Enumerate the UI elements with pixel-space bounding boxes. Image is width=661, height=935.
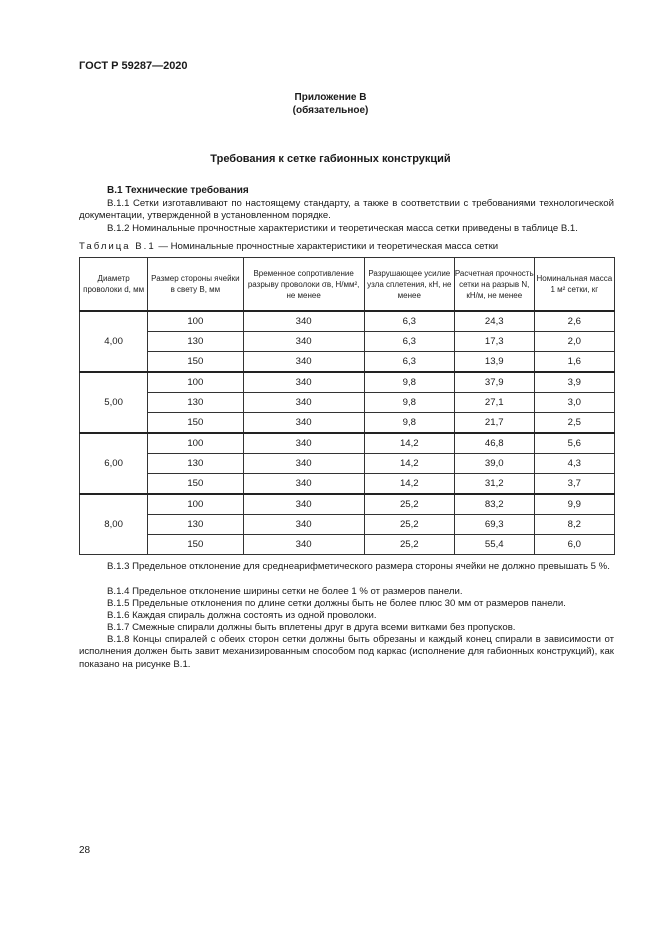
cell-mass: 5,6 <box>534 433 614 454</box>
table-row <box>80 311 615 332</box>
cell-diameter: 5,00 <box>80 372 148 433</box>
cell-size: 150 <box>148 413 243 434</box>
page-title: Требования к сетке габионных конструкций <box>210 153 451 165</box>
paragraph-b17 <box>79 622 614 634</box>
cell-diameter: 8,00 <box>80 494 148 555</box>
appendix-title: Приложение В <box>294 92 367 103</box>
cell-strength: 69,3 <box>454 515 534 535</box>
cell-mass: 1,6 <box>534 352 614 373</box>
cell-force: 14,2 <box>364 433 454 454</box>
table-header-row <box>80 258 615 312</box>
cell-force: 6,3 <box>364 332 454 352</box>
cell-strength: 24,3 <box>454 311 534 332</box>
paragraph-text: В.1.7 Смежные спирали должны быть вплетены друг в друга всеми витками без пропусков. <box>107 622 516 633</box>
table-caption-prefix: Таблица В.1 <box>79 241 156 252</box>
paragraph-text: В.1.8 Концы спиралей с обеих сторон сетки должны быть обрезаны и каждый конец спирали в зависимости от исполнения должен быть завит механизированным способом под каркас (исполнение для габионных конструкций), как показано на рисунке В.1. <box>79 634 614 670</box>
cell-size: 130 <box>148 515 243 535</box>
header-node-force: Разрушающее усилие узла сплетения, кН, не менее <box>364 258 454 312</box>
cell-force: 6,3 <box>364 311 454 332</box>
cell-sigma: 340 <box>243 372 364 393</box>
table-row <box>80 332 615 352</box>
cell-sigma: 340 <box>243 311 364 332</box>
cell-mass: 2,5 <box>534 413 614 434</box>
page-number: 28 <box>79 845 91 856</box>
cell-size: 150 <box>148 535 243 555</box>
table-row <box>80 515 615 535</box>
cell-sigma: 340 <box>243 494 364 515</box>
header-diameter: Диаметр проволоки d, мм <box>80 258 148 312</box>
cell-strength: 17,3 <box>454 332 534 352</box>
cell-strength: 83,2 <box>454 494 534 515</box>
cell-force: 14,2 <box>364 474 454 495</box>
cell-strength: 13,9 <box>454 352 534 373</box>
paragraph-text: В.1.3 Предельное отклонение для среднеарифметического размера стороны ячейки не должно превышать 5 %. <box>107 561 610 572</box>
cell-mass: 2,6 <box>534 311 614 332</box>
cell-force: 25,2 <box>364 535 454 555</box>
data-table <box>79 257 615 555</box>
cell-force: 6,3 <box>364 352 454 373</box>
document-code: ГОСТ Р 59287—2020 <box>79 60 188 72</box>
cell-force: 14,2 <box>364 454 454 474</box>
cell-mass: 3,7 <box>534 474 614 495</box>
header-cell-size: Размер стороны ячейки в свету B, мм <box>148 258 243 312</box>
cell-mass: 3,0 <box>534 393 614 413</box>
paragraph-text: В.1.6 Каждая спираль должна состоять из одной проволоки. <box>107 610 377 621</box>
table-row <box>80 494 615 515</box>
table-row <box>80 372 615 393</box>
cell-size: 100 <box>148 311 243 332</box>
table-row <box>80 474 615 495</box>
table-caption <box>79 241 498 252</box>
paragraph-text: В.1.2 Номинальные прочностные характеристики и теоретическая масса сетки приведены в таблице В.1. <box>107 223 578 234</box>
cell-mass: 6,0 <box>534 535 614 555</box>
paragraph-b12 <box>79 223 614 235</box>
cell-size: 150 <box>148 352 243 373</box>
section-heading: В.1 Технические требования <box>107 185 249 196</box>
paragraph-b11 <box>79 198 614 223</box>
cell-sigma: 340 <box>243 352 364 373</box>
cell-force: 9,8 <box>364 413 454 434</box>
cell-sigma: 340 <box>243 535 364 555</box>
cell-mass: 8,2 <box>534 515 614 535</box>
header-tensile-strength: Временное сопротивление разрыву проволоки σв, Н/мм², не менее <box>243 258 364 312</box>
cell-mass: 4,3 <box>534 454 614 474</box>
cell-sigma: 340 <box>243 515 364 535</box>
cell-strength: 55,4 <box>454 535 534 555</box>
cell-sigma: 340 <box>243 413 364 434</box>
paragraph-b13 <box>79 561 614 573</box>
cell-mass: 2,0 <box>534 332 614 352</box>
paragraph-b16 <box>79 610 614 622</box>
table-row <box>80 393 615 413</box>
cell-diameter: 6,00 <box>80 433 148 494</box>
paragraph-text: В.1.1 Сетки изготавливают по настоящему стандарту, а также в соответствии с требованиями технологической документации, утвержденной в установленном порядке. <box>79 198 614 222</box>
cell-strength: 37,9 <box>454 372 534 393</box>
paragraph-text: В.1.5 Предельные отклонения по длине сетки должны быть не более плюс 30 мм от размеров панели. <box>107 598 566 609</box>
cell-size: 100 <box>148 372 243 393</box>
cell-diameter: 4,00 <box>80 311 148 372</box>
table-caption-text: — Номинальные прочностные характеристики и теоретическая масса сетки <box>155 241 499 252</box>
cell-strength: 46,8 <box>454 433 534 454</box>
cell-force: 9,8 <box>364 372 454 393</box>
cell-mass: 9,9 <box>534 494 614 515</box>
cell-strength: 21,7 <box>454 413 534 434</box>
cell-strength: 31,2 <box>454 474 534 495</box>
cell-size: 130 <box>148 393 243 413</box>
table-row <box>80 454 615 474</box>
cell-force: 25,2 <box>364 515 454 535</box>
cell-size: 130 <box>148 332 243 352</box>
table-row <box>80 433 615 454</box>
header-mesh-strength: Расчетная прочность сетки на разрыв N, кН/м, не менее <box>454 258 534 312</box>
appendix-status: (обязательное) <box>292 105 369 116</box>
paragraph-b15 <box>79 598 614 610</box>
cell-size: 150 <box>148 474 243 495</box>
table-row <box>80 352 615 373</box>
cell-size: 130 <box>148 454 243 474</box>
cell-sigma: 340 <box>243 393 364 413</box>
table-row <box>80 413 615 434</box>
cell-sigma: 340 <box>243 433 364 454</box>
table-row <box>80 535 615 555</box>
paragraph-b14 <box>79 586 614 598</box>
cell-force: 25,2 <box>364 494 454 515</box>
cell-size: 100 <box>148 433 243 454</box>
cell-force: 9,8 <box>364 393 454 413</box>
cell-strength: 39,0 <box>454 454 534 474</box>
paragraph-b18 <box>79 634 614 671</box>
cell-sigma: 340 <box>243 454 364 474</box>
header-mass: Номинальная масса 1 м² сетки, кг <box>534 258 614 312</box>
cell-size: 100 <box>148 494 243 515</box>
cell-mass: 3,9 <box>534 372 614 393</box>
cell-sigma: 340 <box>243 332 364 352</box>
cell-sigma: 340 <box>243 474 364 495</box>
paragraph-text: В.1.4 Предельное отклонение ширины сетки не более 1 % от размеров панели. <box>107 586 463 597</box>
table-body <box>80 311 615 555</box>
cell-strength: 27,1 <box>454 393 534 413</box>
